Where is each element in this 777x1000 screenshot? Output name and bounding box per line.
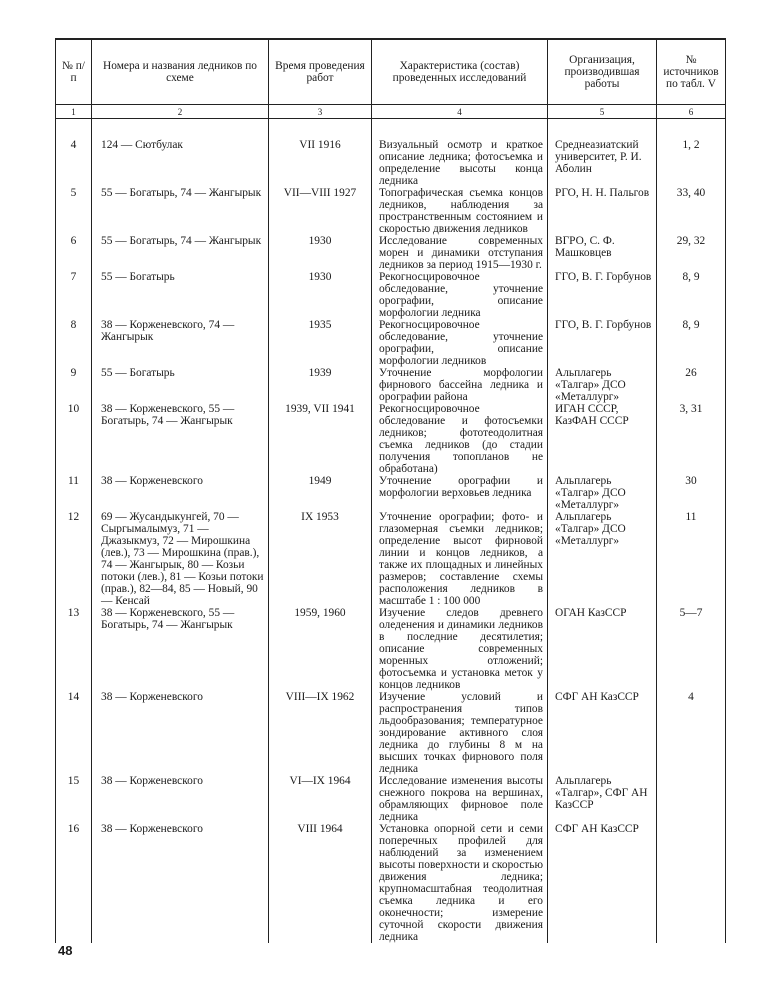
column-number: 6	[657, 105, 726, 119]
organization: ИГАН СССР, КазФАН СССР	[548, 403, 657, 475]
table-row	[56, 367, 726, 403]
organization: ГГО, В. Г. Горбунов	[548, 319, 657, 367]
glacier-names: 38 — Корженевского	[92, 691, 269, 775]
source-numbers: 1, 2	[657, 119, 726, 188]
table-row	[56, 475, 726, 511]
research-description: Рекогносцировочное обследование, уточнение орографии, описание морфологии ледников	[372, 319, 548, 367]
header-number: № п/п	[56, 39, 92, 105]
research-description: Уточнение орографии и морфологии верховьев ледника	[372, 475, 548, 511]
source-numbers: 3, 31	[657, 403, 726, 475]
organization: ГГО, В. Г. Горбунов	[548, 271, 657, 319]
organization: Среднеазиатский университет, Р. И. Аболин	[548, 119, 657, 188]
source-numbers: 30	[657, 475, 726, 511]
source-numbers: 8, 9	[657, 271, 726, 319]
organization: Альплагерь «Талгар» ДСО «Металлург»	[548, 475, 657, 511]
organization: ОГАН КазССР	[548, 607, 657, 691]
work-period: 1935	[269, 319, 372, 367]
table-row	[56, 607, 726, 691]
column-number: 3	[269, 105, 372, 119]
row-number: 12	[56, 511, 92, 607]
research-description: Уточнение морфологии фирнового бассейна ледника и орографии района	[372, 367, 548, 403]
table-row	[56, 823, 726, 943]
header-time: Время проведения работ	[269, 39, 372, 105]
glacier-names: 38 — Корженевского	[92, 823, 269, 943]
table-row	[56, 271, 726, 319]
work-period: VII 1916	[269, 119, 372, 188]
glacier-names: 55 — Богатырь, 74 — Жангырык	[92, 235, 269, 271]
glacier-names: 38 — Корженевского	[92, 775, 269, 823]
row-number: 8	[56, 319, 92, 367]
table-row	[56, 319, 726, 367]
glacier-names: 55 — Богатырь	[92, 367, 269, 403]
table-row	[56, 119, 726, 188]
row-number: 13	[56, 607, 92, 691]
glacier-names: 69 — Жусандыкунгей, 70 — Сыргымалымуз, 71 — Джазыкмуз, 72 — Мирошкина (лев.), 73 — Мирошкина (прав.), 74 — Жангырык, 80 — Козьи потоки (лев.), 81 — Козьи потоки (прав.), 82—84, 85 — Новый, 90 — Кенсай	[92, 511, 269, 607]
work-period: VIII 1964	[269, 823, 372, 943]
source-numbers: 29, 32	[657, 235, 726, 271]
work-period: 1939	[269, 367, 372, 403]
organization: СФГ АН КазССР	[548, 691, 657, 775]
research-description: Изучение условий и распространения типов льдообразования; температурное зондирование активного слоя ледника до глубины 8 м на высших точках фирнового поля ледника	[372, 691, 548, 775]
table-body	[56, 119, 726, 944]
research-description: Исследование изменения высоты снежного покрова на вершинах, обрамляющих фирновое поле ледника	[372, 775, 548, 823]
row-number: 14	[56, 691, 92, 775]
glacier-names: 38 — Корженевского, 55 — Богатырь, 74 — Жангырык	[92, 403, 269, 475]
page-number: 48	[58, 943, 73, 958]
glacier-names: 38 — Корженевского, 55 — Богатырь, 74 — Жангырык	[92, 607, 269, 691]
work-period: IX 1953	[269, 511, 372, 607]
row-number: 7	[56, 271, 92, 319]
column-number: 1	[56, 105, 92, 119]
column-number: 4	[372, 105, 548, 119]
header-organization: Организация, производившая работы	[548, 39, 657, 105]
row-number: 10	[56, 403, 92, 475]
header-description: Характеристика (состав) проведенных исследований	[372, 39, 548, 105]
row-number: 4	[56, 119, 92, 188]
row-number: 11	[56, 475, 92, 511]
work-period: 1930	[269, 235, 372, 271]
organization: Альплагерь «Талгар» ДСО «Металлург»	[548, 511, 657, 607]
organization: СФГ АН КазССР	[548, 823, 657, 943]
research-description: Исследование современных морен и динамики отступания ледников за период 1915—1930 г.	[372, 235, 548, 271]
source-numbers	[657, 823, 726, 943]
header-glaciers: Номера и названия ледников по схеме	[92, 39, 269, 105]
research-description: Топографическая съемка концов ледников, наблюдения за пространственным состоянием и скоростью движения ледников	[372, 187, 548, 235]
table-row	[56, 775, 726, 823]
work-period: 1949	[269, 475, 372, 511]
work-period: VI—IX 1964	[269, 775, 372, 823]
research-description: Уточнение орографии; фото- и глазомерная съемки ледников; определение высот фирновой линии и концов ледников, а также их площадных и линейных размеров; составление схемы расположения ледников в масштабе 1 : 100 000	[372, 511, 548, 607]
row-number: 6	[56, 235, 92, 271]
row-number: 15	[56, 775, 92, 823]
source-numbers: 4	[657, 691, 726, 775]
work-period: VIII—IX 1962	[269, 691, 372, 775]
header-sources: № источников по табл. V	[657, 39, 726, 105]
source-numbers: 33, 40	[657, 187, 726, 235]
research-description: Рекогносцировочное обследование и фотосъемки ледников; фототеодолитная съемка ледников (до стадии получения топопланов не обработана)	[372, 403, 548, 475]
column-number: 2	[92, 105, 269, 119]
glacier-names: 38 — Корженевского, 74 — Жангырык	[92, 319, 269, 367]
organization: ВГРО, С. Ф. Машковцев	[548, 235, 657, 271]
source-numbers: 5—7	[657, 607, 726, 691]
column-number-row	[56, 105, 726, 119]
work-period: VII—VIII 1927	[269, 187, 372, 235]
work-period: 1939, VII 1941	[269, 403, 372, 475]
source-numbers: 8, 9	[657, 319, 726, 367]
glacier-names: 55 — Богатырь	[92, 271, 269, 319]
research-description: Изучение следов древнего оледенения и динамики ледников в последние десятилетия; описание современных моренных отложений; фотосъемка и установка меток у концов ледников	[372, 607, 548, 691]
organization: Альплагерь «Талгар» ДСО «Металлург»	[548, 367, 657, 403]
source-numbers: 11	[657, 511, 726, 607]
column-number: 5	[548, 105, 657, 119]
glacier-names: 124 — Сютбулак	[92, 119, 269, 188]
table-row	[56, 691, 726, 775]
research-description: Установка опорной сети и семи поперечных профилей для наблюдений за изменением высоты поверхности и скоростью движения ледника; крупномасштабная теодолитная съемка ледника и его оконечности; измерение суточной скорости движения ледника	[372, 823, 548, 943]
table-row	[56, 403, 726, 475]
row-number: 5	[56, 187, 92, 235]
glacier-research-table	[55, 38, 726, 943]
work-period: 1930	[269, 271, 372, 319]
row-number: 16	[56, 823, 92, 943]
glacier-names: 38 — Корженевского	[92, 475, 269, 511]
table-header-row	[56, 39, 726, 105]
organization: Альплагерь «Талгар», СФГ АН КазССР	[548, 775, 657, 823]
research-description: Визуальный осмотр и краткое описание ледника; фотосъемка и определение высоты конца ледника	[372, 119, 548, 188]
research-description: Рекогносцировочное обследование, уточнение орографии, описание морфологии ледника	[372, 271, 548, 319]
work-period: 1959, 1960	[269, 607, 372, 691]
document-page	[55, 38, 725, 943]
row-number: 9	[56, 367, 92, 403]
source-numbers	[657, 775, 726, 823]
glacier-names: 55 — Богатырь, 74 — Жангырык	[92, 187, 269, 235]
table-row	[56, 511, 726, 607]
table-row	[56, 187, 726, 235]
source-numbers: 26	[657, 367, 726, 403]
organization: РГО, Н. Н. Пальгов	[548, 187, 657, 235]
table-row	[56, 235, 726, 271]
